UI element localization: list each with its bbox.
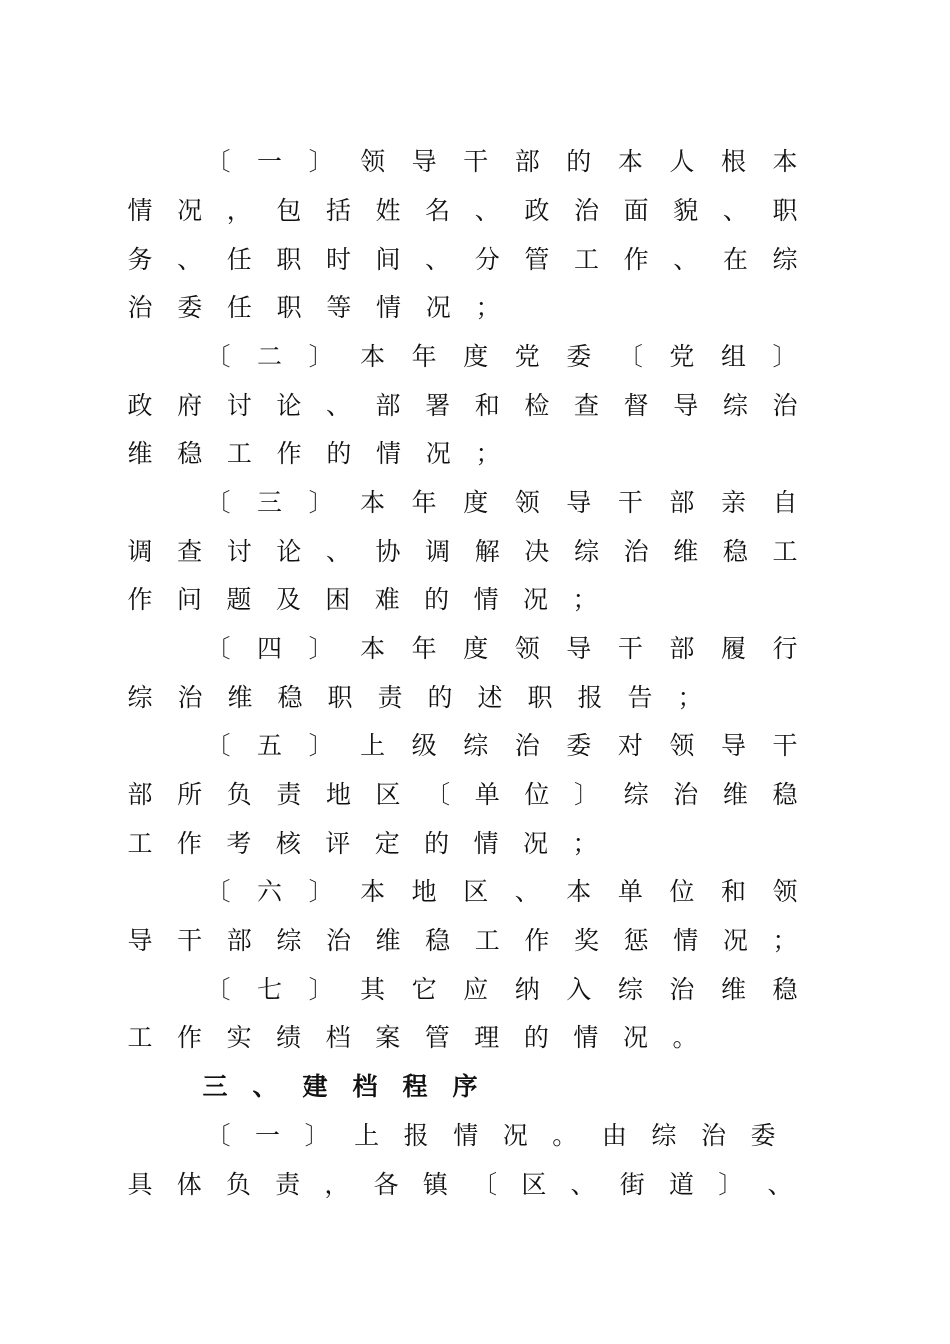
glyph: 上 <box>360 731 386 760</box>
text-line-16 <box>0 872 950 912</box>
text-line-5 <box>0 337 950 377</box>
glyph: 况 <box>502 1121 528 1150</box>
glyph: 政 <box>524 196 550 225</box>
glyph: 〔 <box>617 342 643 371</box>
glyph: 具 <box>127 1170 153 1199</box>
glyph: 、 <box>474 196 500 225</box>
glyph: 导 <box>720 731 746 760</box>
glyph: 情 <box>127 196 153 225</box>
glyph: 入 <box>566 975 592 1004</box>
glyph: 理 <box>474 1023 500 1052</box>
text-line-21 <box>0 1116 950 1156</box>
glyph: 〔 <box>205 488 231 517</box>
glyph: 况 <box>425 293 451 322</box>
glyph: 档 <box>352 1072 378 1101</box>
glyph: 、 <box>177 245 203 274</box>
glyph: 〕 <box>308 342 334 371</box>
glyph: 领 <box>772 877 798 906</box>
text-line-17 <box>0 921 950 961</box>
glyph: 署 <box>425 391 451 420</box>
glyph: 定 <box>374 829 400 858</box>
glyph: 根 <box>720 147 746 176</box>
glyph: 年 <box>411 634 437 663</box>
glyph: 维 <box>720 975 746 1004</box>
glyph: 本 <box>566 877 592 906</box>
glyph: 导 <box>127 926 153 955</box>
glyph: 位 <box>669 877 695 906</box>
glyph: 度 <box>463 634 489 663</box>
glyph: 。 <box>552 1121 578 1150</box>
glyph: 解 <box>474 537 500 566</box>
glyph: 论 <box>276 391 302 420</box>
glyph: 、 <box>570 1170 596 1199</box>
glyph: 情 <box>453 1121 479 1150</box>
glyph: 况 <box>177 196 203 225</box>
glyph: 级 <box>411 731 437 760</box>
glyph: 。 <box>672 1023 698 1052</box>
glyph: 〕 <box>304 1121 330 1150</box>
glyph: 职 <box>527 683 553 712</box>
glyph: 稳 <box>722 537 748 566</box>
glyph: 作 <box>176 829 202 858</box>
glyph: 讨 <box>226 391 252 420</box>
glyph: 干 <box>463 147 489 176</box>
glyph: 综 <box>722 391 748 420</box>
glyph: 府 <box>177 391 203 420</box>
glyph: 管 <box>424 1023 450 1052</box>
glyph: 作 <box>177 1023 203 1052</box>
glyph: 奖 <box>574 926 600 955</box>
glyph: 综 <box>651 1121 677 1150</box>
text-line-12 <box>0 678 950 718</box>
glyph: 负 <box>226 780 252 809</box>
glyph: 部 <box>669 488 695 517</box>
glyph: 镇 <box>422 1170 448 1199</box>
glyph: 实 <box>226 1023 252 1052</box>
glyph: 综 <box>463 731 489 760</box>
glyph: 责 <box>275 1170 301 1199</box>
glyph: 单 <box>617 877 643 906</box>
glyph: 管 <box>524 245 550 274</box>
glyph: ； <box>772 926 798 955</box>
glyph: 况 <box>425 439 451 468</box>
glyph: 难 <box>374 585 400 614</box>
glyph: 本 <box>617 147 643 176</box>
glyph: 维 <box>127 439 153 468</box>
glyph: 道 <box>669 1170 695 1199</box>
glyph: 地 <box>411 877 437 906</box>
glyph: 情 <box>473 829 499 858</box>
glyph: 三 <box>257 488 283 517</box>
glyph: 案 <box>375 1023 401 1052</box>
glyph: 干 <box>617 634 643 663</box>
glyph: 〕 <box>308 731 334 760</box>
glyph: 等 <box>326 293 352 322</box>
glyph: 〕 <box>308 975 334 1004</box>
glyph: 讨 <box>226 537 252 566</box>
glyph: 查 <box>574 391 600 420</box>
glyph: 工 <box>127 1023 153 1052</box>
glyph: 〔 <box>205 1121 231 1150</box>
glyph: 和 <box>720 877 746 906</box>
glyph: 领 <box>669 731 695 760</box>
glyph: 一 <box>255 1121 281 1150</box>
glyph: 任 <box>226 245 252 274</box>
section-heading <box>0 1067 950 1107</box>
glyph: 导 <box>566 488 592 517</box>
glyph: 评 <box>325 829 351 858</box>
glyph: 〕 <box>308 634 334 663</box>
glyph: 综 <box>574 537 600 566</box>
glyph: 综 <box>127 683 153 712</box>
glyph: 干 <box>617 488 643 517</box>
glyph: 〕 <box>772 342 798 371</box>
glyph: 〔 <box>425 780 451 809</box>
glyph: 情 <box>376 293 402 322</box>
text-line-15 <box>0 824 950 864</box>
glyph: 〕 <box>718 1170 744 1199</box>
glyph: 委 <box>177 293 203 322</box>
glyph: 查 <box>177 537 203 566</box>
glyph: 稳 <box>772 780 798 809</box>
glyph: 维 <box>722 780 748 809</box>
glyph: 维 <box>227 683 253 712</box>
glyph: 任 <box>226 293 252 322</box>
glyph: 的 <box>424 585 450 614</box>
glyph: ， <box>324 1170 350 1199</box>
glyph: 报 <box>403 1121 429 1150</box>
glyph: 导 <box>566 634 592 663</box>
glyph: 核 <box>275 829 301 858</box>
glyph: 情 <box>673 926 699 955</box>
glyph: 行 <box>772 634 798 663</box>
glyph: 综 <box>276 926 302 955</box>
glyph: 责 <box>276 780 302 809</box>
glyph: ； <box>572 829 598 858</box>
glyph: 二 <box>257 342 283 371</box>
glyph: 〔 <box>205 731 231 760</box>
glyph: 三 <box>202 1072 228 1101</box>
glyph: 年 <box>411 488 437 517</box>
glyph: 稳 <box>277 683 303 712</box>
glyph: 序 <box>452 1072 478 1101</box>
text-line-11 <box>0 629 950 669</box>
glyph: 分 <box>474 245 500 274</box>
glyph: 综 <box>772 245 798 274</box>
glyph: 领 <box>360 147 386 176</box>
glyph: 〔 <box>205 975 231 1004</box>
glyph: 名 <box>425 196 451 225</box>
glyph: 姓 <box>375 196 401 225</box>
glyph: 工 <box>226 439 252 468</box>
glyph: 问 <box>176 585 202 614</box>
glyph: 的 <box>424 829 450 858</box>
text-line-4 <box>0 288 950 328</box>
glyph: 委 <box>566 731 592 760</box>
glyph: 部 <box>669 634 695 663</box>
glyph: 论 <box>276 537 302 566</box>
glyph: 干 <box>772 731 798 760</box>
glyph: 纳 <box>514 975 540 1004</box>
glyph: 导 <box>411 147 437 176</box>
glyph: 的 <box>566 147 592 176</box>
glyph: 告 <box>627 683 653 712</box>
glyph: 委 <box>566 342 592 371</box>
glyph: 〔 <box>205 634 231 663</box>
glyph: 〔 <box>205 877 231 906</box>
text-line-7 <box>0 434 950 474</box>
glyph: 部 <box>514 147 540 176</box>
glyph: 面 <box>623 196 649 225</box>
glyph: 治 <box>325 926 351 955</box>
glyph: 履 <box>720 634 746 663</box>
glyph: 惩 <box>623 926 649 955</box>
glyph: 困 <box>325 585 351 614</box>
glyph: 作 <box>524 926 550 955</box>
glyph: 委 <box>750 1121 776 1150</box>
glyph: 、 <box>514 877 540 906</box>
glyph: 维 <box>375 926 401 955</box>
glyph: 年 <box>411 342 437 371</box>
glyph: 情 <box>473 585 499 614</box>
glyph: 工 <box>474 926 500 955</box>
glyph: 况 <box>722 926 748 955</box>
glyph: 位 <box>524 780 550 809</box>
glyph: 由 <box>601 1121 627 1150</box>
glyph: 负 <box>225 1170 251 1199</box>
glyph: 四 <box>257 634 283 663</box>
glyph: 它 <box>411 975 437 1004</box>
glyph: 自 <box>772 488 798 517</box>
text-line-9 <box>0 532 950 572</box>
glyph: 领 <box>514 488 540 517</box>
glyph: ； <box>475 439 501 468</box>
glyph: 其 <box>360 975 386 1004</box>
glyph: 五 <box>257 731 283 760</box>
glyph: 治 <box>700 1121 726 1150</box>
glyph: 体 <box>176 1170 202 1199</box>
glyph: 治 <box>127 293 153 322</box>
glyph: 情 <box>573 1023 599 1052</box>
glyph: 亲 <box>720 488 746 517</box>
glyph: 对 <box>617 731 643 760</box>
glyph: 和 <box>474 391 500 420</box>
glyph: 〔 <box>205 342 231 371</box>
glyph: ； <box>572 585 598 614</box>
glyph: 报 <box>577 683 603 712</box>
glyph: 领 <box>514 634 540 663</box>
glyph: 治 <box>623 537 649 566</box>
glyph: 题 <box>226 585 252 614</box>
glyph: 治 <box>514 731 540 760</box>
glyph: 党 <box>514 342 540 371</box>
glyph: 上 <box>354 1121 380 1150</box>
glyph: 督 <box>623 391 649 420</box>
text-line-6 <box>0 386 950 426</box>
glyph: 治 <box>673 780 699 809</box>
glyph: 各 <box>373 1170 399 1199</box>
text-line-13 <box>0 726 950 766</box>
text-line-8 <box>0 483 950 523</box>
glyph: 〔 <box>205 147 231 176</box>
glyph: 部 <box>375 391 401 420</box>
glyph: 职 <box>327 683 353 712</box>
glyph: 综 <box>617 975 643 1004</box>
glyph: 部 <box>127 780 153 809</box>
glyph: 、 <box>722 196 748 225</box>
glyph: 职 <box>276 245 302 274</box>
glyph: 区 <box>375 780 401 809</box>
glyph: 检 <box>524 391 550 420</box>
glyph: 务 <box>127 245 153 274</box>
glyph: 本 <box>360 488 386 517</box>
glyph: ； <box>475 293 501 322</box>
text-line-3 <box>0 240 950 280</box>
glyph: 况 <box>523 829 549 858</box>
glyph: 、 <box>325 391 351 420</box>
glyph: 组 <box>720 342 746 371</box>
glyph: 工 <box>127 829 153 858</box>
glyph: 稳 <box>772 975 798 1004</box>
glyph: 〕 <box>574 780 600 809</box>
glyph: 的 <box>523 1023 549 1052</box>
glyph: 综 <box>623 780 649 809</box>
glyph: 况 <box>622 1023 648 1052</box>
glyph: 的 <box>326 439 352 468</box>
glyph: 职 <box>276 293 302 322</box>
glyph: 〕 <box>308 877 334 906</box>
glyph: 〕 <box>308 147 334 176</box>
glyph: 调 <box>425 537 451 566</box>
glyph: 作 <box>276 439 302 468</box>
text-line-10 <box>0 580 950 620</box>
glyph: 、 <box>767 1170 793 1199</box>
glyph: 作 <box>127 585 153 614</box>
glyph: 调 <box>127 537 153 566</box>
glyph: 区 <box>521 1170 547 1199</box>
glyph: 单 <box>474 780 500 809</box>
glyph: 〕 <box>308 488 334 517</box>
glyph: 建 <box>302 1072 328 1101</box>
text-line-1 <box>0 142 950 182</box>
glyph: 党 <box>669 342 695 371</box>
glyph: 应 <box>463 975 489 1004</box>
glyph: 貌 <box>673 196 699 225</box>
glyph: 、 <box>673 245 699 274</box>
glyph: 的 <box>427 683 453 712</box>
glyph: 及 <box>275 585 301 614</box>
glyph: 治 <box>177 683 203 712</box>
glyph: 工 <box>574 245 600 274</box>
glyph: 治 <box>669 975 695 1004</box>
text-line-14 <box>0 775 950 815</box>
glyph: 干 <box>177 926 203 955</box>
glyph: 度 <box>463 342 489 371</box>
glyph: 区 <box>463 877 489 906</box>
glyph: 稳 <box>177 439 203 468</box>
glyph: ； <box>677 683 703 712</box>
text-line-22 <box>0 1165 950 1205</box>
text-line-2 <box>0 191 950 231</box>
glyph: 决 <box>524 537 550 566</box>
glyph: 时 <box>325 245 351 274</box>
glyph: 协 <box>375 537 401 566</box>
glyph: 、 <box>325 537 351 566</box>
glyph: 、 <box>252 1072 278 1101</box>
glyph: 情 <box>376 439 402 468</box>
glyph: 绩 <box>276 1023 302 1052</box>
glyph: 况 <box>523 585 549 614</box>
text-line-19 <box>0 1018 950 1058</box>
glyph: ， <box>226 196 252 225</box>
glyph: 导 <box>673 391 699 420</box>
glyph: 、 <box>425 245 451 274</box>
glyph: 包 <box>276 196 302 225</box>
glyph: 档 <box>325 1023 351 1052</box>
glyph: 七 <box>257 975 283 1004</box>
glyph: 所 <box>177 780 203 809</box>
glyph: 本 <box>360 634 386 663</box>
glyph: 责 <box>377 683 403 712</box>
glyph: 职 <box>772 196 798 225</box>
glyph: 维 <box>673 537 699 566</box>
glyph: 治 <box>772 391 798 420</box>
glyph: 政 <box>127 391 153 420</box>
glyph: 在 <box>722 245 748 274</box>
glyph: 治 <box>574 196 600 225</box>
glyph: 工 <box>772 537 798 566</box>
glyph: 作 <box>623 245 649 274</box>
glyph: 述 <box>477 683 503 712</box>
glyph: 本 <box>360 877 386 906</box>
glyph: 街 <box>619 1170 645 1199</box>
glyph: 间 <box>375 245 401 274</box>
glyph: 一 <box>257 147 283 176</box>
glyph: 程 <box>402 1072 428 1101</box>
glyph: 本 <box>360 342 386 371</box>
text-line-18 <box>0 970 950 1010</box>
glyph: 括 <box>325 196 351 225</box>
glyph: 六 <box>257 877 283 906</box>
glyph: 地 <box>325 780 351 809</box>
glyph: 本 <box>772 147 798 176</box>
glyph: 〔 <box>472 1170 498 1199</box>
glyph: 人 <box>669 147 695 176</box>
glyph: 稳 <box>425 926 451 955</box>
glyph: 考 <box>226 829 252 858</box>
glyph: 部 <box>226 926 252 955</box>
glyph: 度 <box>463 488 489 517</box>
